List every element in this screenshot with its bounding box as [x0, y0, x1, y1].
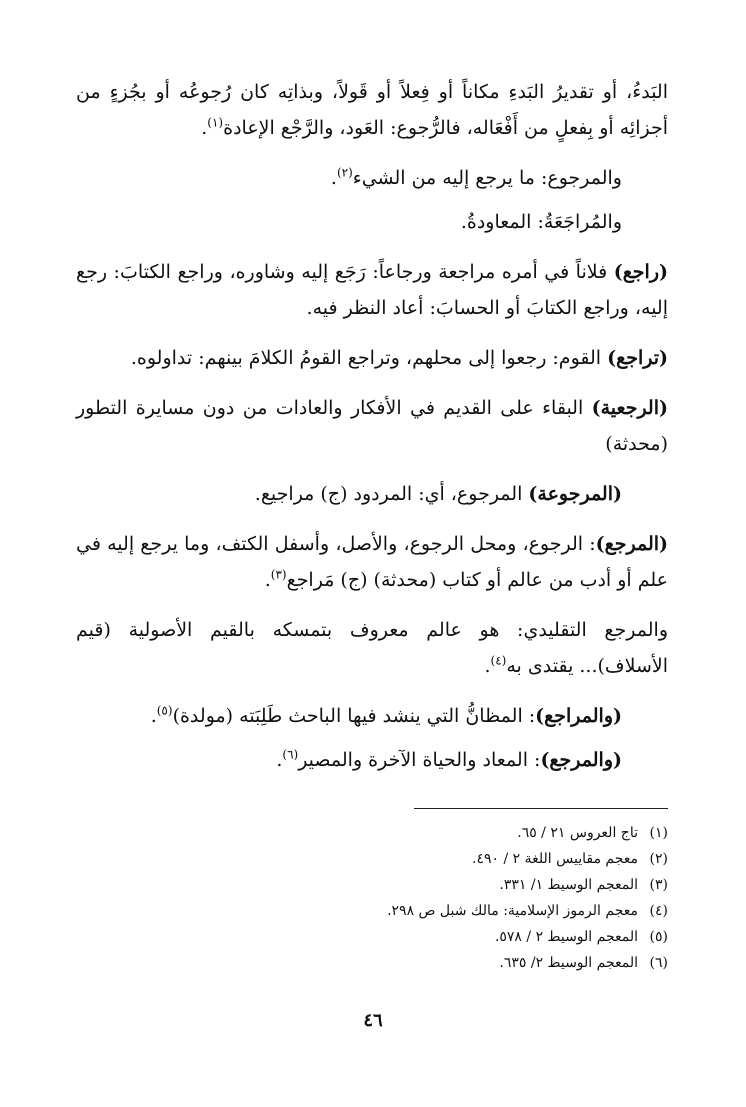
paragraph-text: والمرجع التقليدي: هو عالم معروف بتمسكه بالقيم الأصولية (قيم الأسلاف)... يقتدى به	[76, 619, 668, 677]
paragraph-badh: البَدءُ، أو تقديرُ البَدءِ مكاناً أو فِعلاً أو قَولاً، وبذاتِه كان رُجوعُه أو بجُزءٍ من أجزائِه أو بِفعلٍ من أَفْعَاله، فالرُّجوع: العَود، والرَّجْع الإعادة$^{(١)}$.	[76, 81, 668, 139]
footnote-item	[76, 872, 668, 898]
footnote-text: معجم الرموز الإسلامية: مالك شبل ص ٢٩٨.	[387, 903, 638, 919]
entry-term: (المرجع)	[595, 533, 668, 555]
footnote-text: المعجم الوسيط ١/ ٣٣١.	[499, 877, 638, 893]
entry-term: (والمرجع)	[540, 749, 622, 771]
footnote-ref[interactable]: (١)	[207, 115, 224, 130]
footnote-ref[interactable]: (٥)	[156, 703, 173, 718]
footnote-ref[interactable]: (٢)	[336, 165, 353, 180]
footnotes	[76, 820, 668, 976]
footnote-ref[interactable]: (٦)	[282, 747, 299, 762]
footnote-text: المعجم الوسيط ٢ / ٥٧٨.	[494, 929, 638, 945]
footnote-item	[76, 898, 668, 924]
paragraph-text: والمُراجَعَةُ: المعاودةُ.	[460, 211, 622, 233]
footnote-ref[interactable]: (٣)	[270, 567, 287, 582]
paragraph-raj3iya	[76, 390, 668, 462]
paragraph-marja3-taqlidi: والمرجع التقليدي: هو عالم معروف بتمسكه بالقيم الأصولية (قيم الأسلاف)... يقتدى به$^{(٤)}$.	[76, 619, 668, 677]
entry-term: (الرجعية)	[591, 397, 668, 419]
paragraph-text: : المعاد والحياة الآخرة والمصير	[298, 749, 541, 771]
footnote-number: (٦)	[649, 955, 668, 971]
footnote-item	[76, 924, 668, 950]
footnote-number: (٣)	[649, 877, 668, 893]
paragraph-text: البَدءُ، أو تقديرُ البَدءِ مكاناً أو فِعلاً أو قَولاً، وبذاتِه كان رُجوعُه أو بجُزءٍ من أجزائِه أو بِفعلٍ من أَفْعَاله، فالرُّجوع: العَود، والرَّجْع الإعادة	[76, 81, 668, 139]
footnote-ref[interactable]: (٤)	[490, 653, 507, 668]
footnote-text: تاج العروس ٢١ / ٦٥.	[517, 825, 638, 841]
paragraph-text: المرجوع، أي: المردود (ج) مراجيع.	[254, 483, 529, 505]
footnote-item	[76, 846, 668, 872]
paragraph-marjou: والمرجوع: ما يرجع إليه من الشيء$^{(٢)}$.	[330, 165, 622, 189]
paragraph-maraji3: (والمراجع): المظانُّ التي ينشد فيها الباحث طَلِبَته (مولدة)$^{(٥)}$.	[150, 703, 622, 727]
footnote-number: (٥)	[649, 929, 668, 945]
entry-term: (المرجوعة)	[528, 483, 622, 505]
paragraph-marja3: (المرجع): الرجوع، ومحل الرجوع، والأصل، وأسفل الكتف، وما يرجع إليه في علم أو أدب من عالم أو كتاب (محدثة) (ج) مَراجع$^{(٣)}$.	[76, 533, 668, 591]
paragraph-text: البقاء على القديم في الأفكار والعادات من دون مسايرة التطور (محدثة)	[76, 397, 668, 455]
paragraph-marja3-ma3ad: (والمرجع): المعاد والحياة الآخرة والمصير$^{(٦)}$.	[276, 747, 622, 771]
footnote-number: (٢)	[649, 851, 668, 867]
paragraph-muraja3a	[76, 204, 668, 240]
footnote-text: معجم مقاييس اللغة ٢ / ٤٩٠.	[472, 851, 638, 867]
entry-term: (تراجع)	[607, 347, 668, 369]
footnote-item	[76, 820, 668, 846]
paragraph-taraja3	[76, 340, 668, 376]
page-number: ٤٦	[363, 1010, 383, 1031]
footnote-number: (١)	[649, 825, 668, 841]
page-body	[76, 74, 668, 792]
paragraph-text: والمرجوع: ما يرجع إليه من الشيء	[352, 167, 622, 189]
footnote-number: (٤)	[649, 903, 668, 919]
entry-term: (والمراجع)	[535, 705, 622, 727]
footnote-item	[76, 950, 668, 976]
paragraph-raja3	[76, 254, 668, 326]
paragraph-text: القوم: رجعوا إلى محلهم، وتراجع القومُ الكلامَ بينهم: تداولوه.	[130, 347, 608, 369]
paragraph-marjou3a	[76, 476, 668, 512]
entry-term: (راجع)	[613, 261, 668, 283]
paragraph-text: فلاناً في أمره مراجعة ورجاعاً: رَجَع إليه وشاوره، وراجع الكتابَ: رجع إليه، وراجع الكتابَ أو الحسابَ: أعاد النظر فيه.	[76, 261, 668, 319]
paragraph-text: : المظانُّ التي ينشد فيها الباحث طَلِبَته (مولدة)	[172, 705, 536, 727]
paragraph-text: : الرجوع، ومحل الرجوع، والأصل، وأسفل الكتف، وما يرجع إليه في علم أو أدب من عالم أو كتاب (محدثة) (ج) مَراجع	[76, 533, 668, 591]
footnote-text: المعجم الوسيط ٢/ ٦٣٥.	[499, 955, 638, 971]
footnote-divider	[414, 808, 668, 809]
